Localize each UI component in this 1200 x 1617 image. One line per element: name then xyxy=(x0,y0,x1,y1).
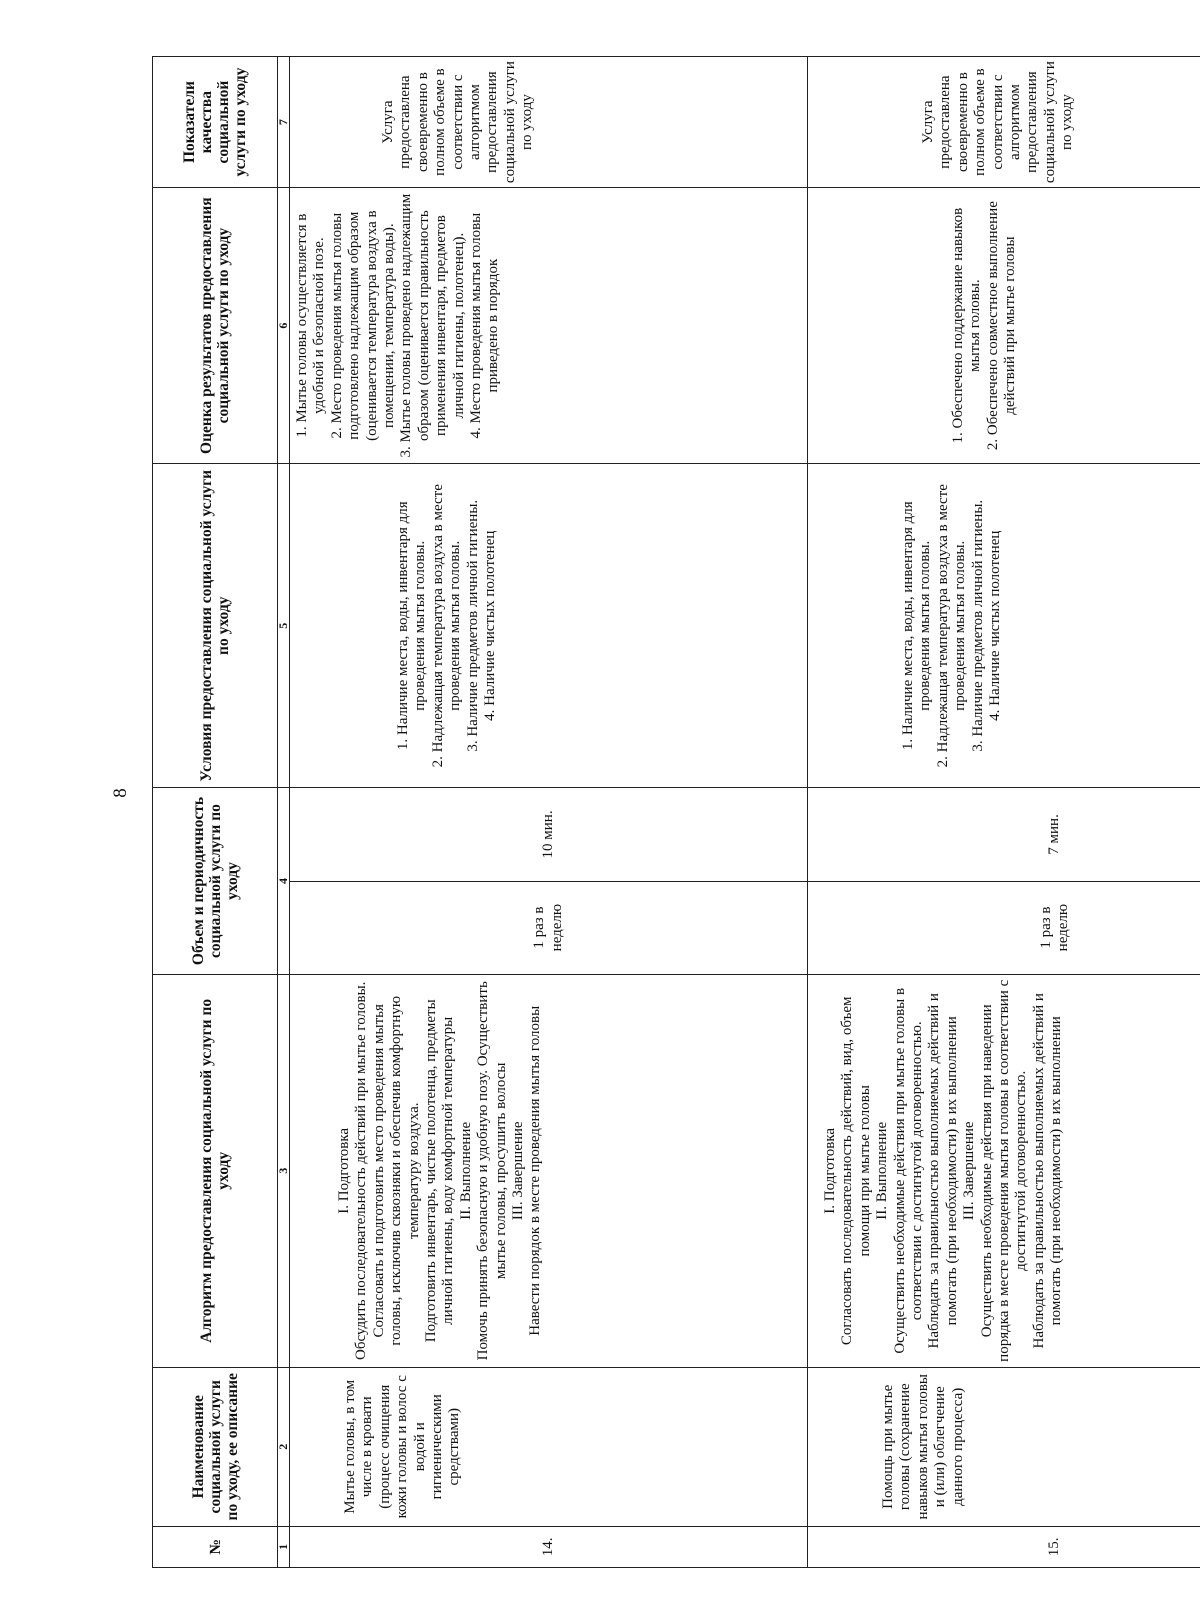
quality-indicator: Услуга предоставлена своевременно в полном объеме в соответствии с алгоритмом предоставления социальной услуги по уходу xyxy=(808,57,1200,188)
algorithm-step: Согласовать и подготовить место проведения мытья головы, исключив сквозняки и обеспечив комфортную температуру воздуха. xyxy=(370,995,422,1346)
service-evaluation xyxy=(808,188,1200,464)
evaluation-item: 2. Обеспечено совместное выполнение действий при мытье головы xyxy=(984,201,1019,451)
row-number: 15. xyxy=(808,1526,1200,1567)
algorithm-step: Осуществить необходимые действия при мытье головы в соответствии с достигнутой договоренностью. xyxy=(891,987,926,1354)
service-algorithm xyxy=(290,974,808,1367)
service-conditions xyxy=(808,464,1200,788)
periodicity: 1 раз в неделю xyxy=(808,881,1200,974)
row-number: 14. xyxy=(290,1526,808,1567)
header-evaluation: Оценка результатов предоставления социальной услуги по уходу xyxy=(153,188,278,464)
column-number: 7 xyxy=(278,57,290,188)
column-number: 6 xyxy=(278,188,290,464)
table-row xyxy=(290,57,808,1568)
algorithm-step: II. Выполнение xyxy=(457,1121,474,1220)
column-number: 3 xyxy=(278,974,290,1367)
header-name: Наименование социальной услуги по уходу, ее описание xyxy=(153,1367,278,1526)
condition-item: 2. Надлежащая температура воздуха в месте проведения мытья головы. xyxy=(429,484,464,768)
algorithm-step: I. Подготовка xyxy=(822,1127,838,1214)
header-algorithm: Алгоритм предоставления социальной услуги по уходу xyxy=(153,974,278,1367)
algorithm-step: Наблюдать за правильностью выполняемых действий и помогать (при необходимости) в их выполнении xyxy=(1030,993,1065,1349)
column-number: 5 xyxy=(278,464,290,788)
algorithm-step: Обсудить последовательность действий при мытье головы. xyxy=(353,981,370,1360)
algorithm-step: Осуществить необходимые действия при наведении порядка в месте проведения мытья головы в соответствии с достигнутой договоренностью. xyxy=(978,979,1030,1362)
condition-item: 2. Надлежащая температура воздуха в месте проведения мытья головы. xyxy=(934,484,969,768)
service-evaluation xyxy=(290,188,808,464)
table-row xyxy=(808,57,1200,1568)
evaluation-item: 2. Место проведения мытья головы подготовлено надлежащим образом (оценивается температура воздуха в помещении, температура воды). xyxy=(328,210,398,441)
algorithm-step: I. Подготовка xyxy=(336,1127,352,1214)
algorithm-step: III. Завершение xyxy=(961,1121,978,1221)
algorithm-step: Наблюдать за правильностью выполняемых действий и помогать (при необходимости) в их выполнении xyxy=(926,993,960,1349)
column-number: 1 xyxy=(278,1526,290,1567)
header-number: № xyxy=(153,1526,278,1567)
column-number: 2 xyxy=(278,1367,290,1526)
algorithm-step: III. Завершение xyxy=(510,1121,527,1221)
header-conditions: Условия предоставления социальной услуги по уходу xyxy=(153,464,278,788)
header-row xyxy=(153,57,278,1568)
service-conditions xyxy=(290,464,808,788)
condition-item: 3. Наличие предметов личной гигиены. xyxy=(464,499,481,752)
column-number: 4 xyxy=(278,788,290,974)
duration: 7 мин. xyxy=(1046,814,1063,855)
header-volume: Объем и периодичность социальной услуги по уходу xyxy=(153,788,278,974)
evaluation-item: 1. Обеспечено поддержание навыков мытья головы. xyxy=(950,207,984,444)
periodicity: 1 раз в неделю xyxy=(290,881,807,974)
service-name: Мытье головы, в том числе в кровати (процесс очищения кожи головы и волос с водой и гигиеническими средствами) xyxy=(290,1367,808,1526)
service-name: Помощь при мытье головы (сохранение навыков мытья головы и (или) облегчение данного процесса) xyxy=(808,1367,1200,1526)
evaluation-item: 3. Мытье головы проведено надлежащим образом (оценивается правильность применения инвентаря, предметов личной гигиены, полотенец). xyxy=(398,193,467,458)
header-quality: Показатели качества социальной услуги по уходу xyxy=(153,57,278,188)
services-table xyxy=(152,56,1200,1568)
condition-item: 4. Наличие чистых полотенец xyxy=(482,530,499,721)
condition-item: 1. Наличие места, воды, инвентаря для проведения мытья головы. xyxy=(395,501,429,751)
algorithm-step: Подготовить инвентарь, чистые полотенца, предметы личной гигиены, воду комфортной температуры xyxy=(423,999,457,1343)
algorithm-step: Согласовать последовательность действий, вид, объем помощи при мытье головы xyxy=(839,996,873,1346)
algorithm-step: Навести порядок в месте проведения мытья головы xyxy=(527,1005,544,1336)
evaluation-item: 1. Мытье головы осуществляется в удобной и безопасной позе. xyxy=(294,213,328,438)
volume-cell xyxy=(808,788,1200,974)
duration: 10 мин. xyxy=(539,810,556,859)
condition-item: 4. Наличие чистых полотенец xyxy=(987,530,1004,721)
condition-item: 3. Наличие предметов личной гигиены. xyxy=(969,499,986,752)
evaluation-item: 4. Место проведения мытья головы приведено в порядок xyxy=(468,212,502,439)
rotated-table-container xyxy=(152,56,1076,1568)
page-number: 8 xyxy=(110,788,131,798)
service-algorithm xyxy=(808,974,1200,1367)
quality-indicator: Услуга предоставлена своевременно в полном объеме в соответствии с алгоритмом предоставления социальной услуги по уходу xyxy=(290,57,808,188)
algorithm-step: II. Выполнение xyxy=(874,1121,891,1220)
column-number-row xyxy=(278,57,290,1568)
algorithm-step: Помочь принять безопасную и удобную позу. Осуществить мытье головы, просушить волосы xyxy=(475,981,509,1361)
condition-item: 1. Наличие места, воды, инвентаря для проведения мытья головы. xyxy=(900,501,934,751)
volume-cell xyxy=(290,788,808,974)
